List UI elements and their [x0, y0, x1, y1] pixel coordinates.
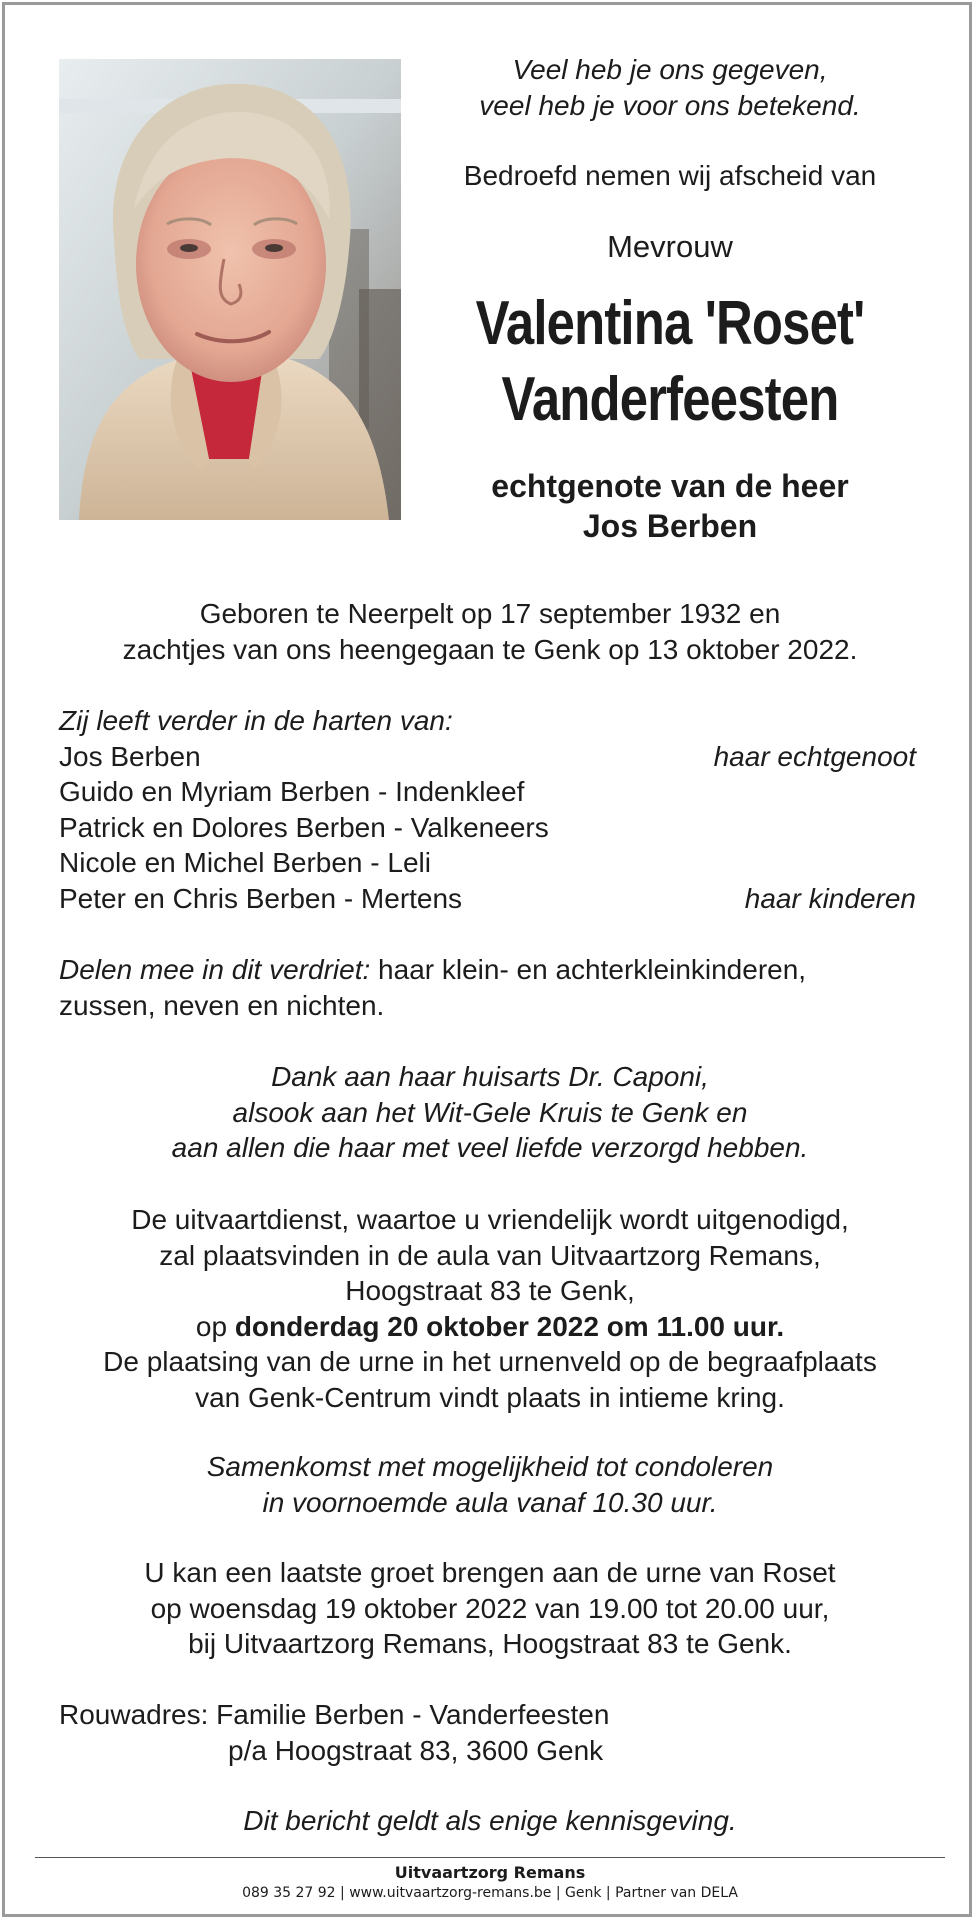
family-row [59, 810, 921, 846]
spouse-line: echtgenote van de heer [491, 468, 849, 504]
family-member: Patrick en Dolores Berben - Valkeneers [59, 811, 549, 843]
family-row [59, 845, 921, 881]
footer-divider [35, 1857, 945, 1858]
service-line: De uitvaartdienst, waartoe u vriendelijk wordt uitgenodigd, [131, 1204, 849, 1235]
footer [0, 1863, 980, 1903]
visit-line: U kan een laatste groet brengen aan de urne van Roset [144, 1557, 836, 1588]
verse-line: veel heb je voor ons betekend. [479, 90, 861, 121]
visit-line: bij Uitvaartzorg Remans, Hoogstraat 83 te Genk. [188, 1628, 792, 1659]
service-line: De plaatsing van de urne in het urnenveld op de begraafplaats [103, 1346, 877, 1377]
notice-text: Dit bericht geldt als enige kennisgeving. [243, 1805, 737, 1836]
family-role: haar echtgenoot [713, 740, 916, 772]
family-list [59, 703, 921, 916]
thanks-line: aan allen die haar met veel liefde verzorgd hebben. [171, 1132, 809, 1163]
sharing-label: Delen mee in dit verdriet: [59, 954, 371, 985]
company-info: 089 35 27 92 | www.uitvaartzorg-remans.be | Genk | Partner van DELA [242, 1885, 738, 1901]
family-row [59, 881, 921, 917]
address-line: p/a Hoogstraat 83, 3600 Genk [228, 1734, 604, 1766]
name-line: Vanderfeesten [501, 365, 839, 434]
family-member: Jos Berben [59, 740, 201, 772]
thanks-line: Dank aan haar huisarts Dr. Caponi, [271, 1061, 709, 1092]
sharing-block [59, 952, 921, 1023]
service-date: donderdag 20 oktober 2022 om 11.00 uur. [234, 1310, 785, 1342]
portrait-photo [59, 59, 401, 520]
family-member: Peter en Chris Berben - Mertens [59, 882, 463, 914]
sharing-line [59, 952, 921, 988]
name-line: Valentina 'Roset' [475, 289, 865, 358]
notice-block [59, 1803, 921, 1839]
family-row [59, 739, 921, 775]
verse-line: Veel heb je ons gegeven, [512, 54, 828, 85]
family-row [59, 774, 921, 810]
salutation: Mevrouw [607, 229, 733, 264]
address-line: Rouwadres: Familie Berben - Vanderfeesten [59, 1699, 610, 1730]
service-date-line [59, 1309, 921, 1345]
birth-death-info [59, 596, 921, 667]
sharing-line: zussen, neven en nichten. [59, 989, 385, 1021]
gathering-line: in voornoemde aula vanaf 10.30 uur. [262, 1486, 718, 1518]
thanks-line: alsook aan het Wit-Gele Kruis te Genk en [232, 1096, 748, 1128]
service-op: op [195, 1310, 235, 1342]
gathering-block [59, 1449, 921, 1520]
address-block [59, 1697, 921, 1768]
thanks-block [59, 1059, 921, 1166]
sharing-text: haar klein- en achterkleinkinderen, [370, 954, 807, 985]
spouse-info [420, 466, 920, 546]
family-heading: Zij leeft verder in de harten van: [59, 705, 453, 736]
company-name: Uitvaartzorg Remans [394, 1863, 586, 1882]
birth-line: zachtjes van ons heengegaan te Genk op 13 oktober 2022. [122, 633, 858, 665]
family-member: Nicole en Michel Berben - Leli [59, 847, 431, 878]
spouse-line: Jos Berben [582, 508, 758, 544]
visit-block [59, 1555, 921, 1662]
service-line: van Genk-Centrum vindt plaats in intieme kring. [195, 1381, 785, 1413]
intro-text: Bedroefd nemen wij afscheid van [463, 160, 877, 191]
gathering-line: Samenkomst met mogelijkheid tot condoleren [206, 1451, 774, 1482]
family-role: haar kinderen [744, 882, 916, 914]
family-member: Guido en Myriam Berben - Indenkleef [59, 776, 525, 807]
birth-line: Geboren te Neerpelt op 17 september 1932 en [199, 598, 781, 629]
deceased-name [465, 286, 875, 438]
header-column [420, 52, 920, 546]
service-block [59, 1202, 921, 1415]
service-line: zal plaatsvinden in de aula van Uitvaartzorg Remans, [159, 1239, 821, 1271]
service-line: Hoogstraat 83 te Genk, [345, 1275, 635, 1306]
visit-line: op woensdag 19 oktober 2022 van 19.00 tot 20.00 uur, [150, 1592, 830, 1624]
